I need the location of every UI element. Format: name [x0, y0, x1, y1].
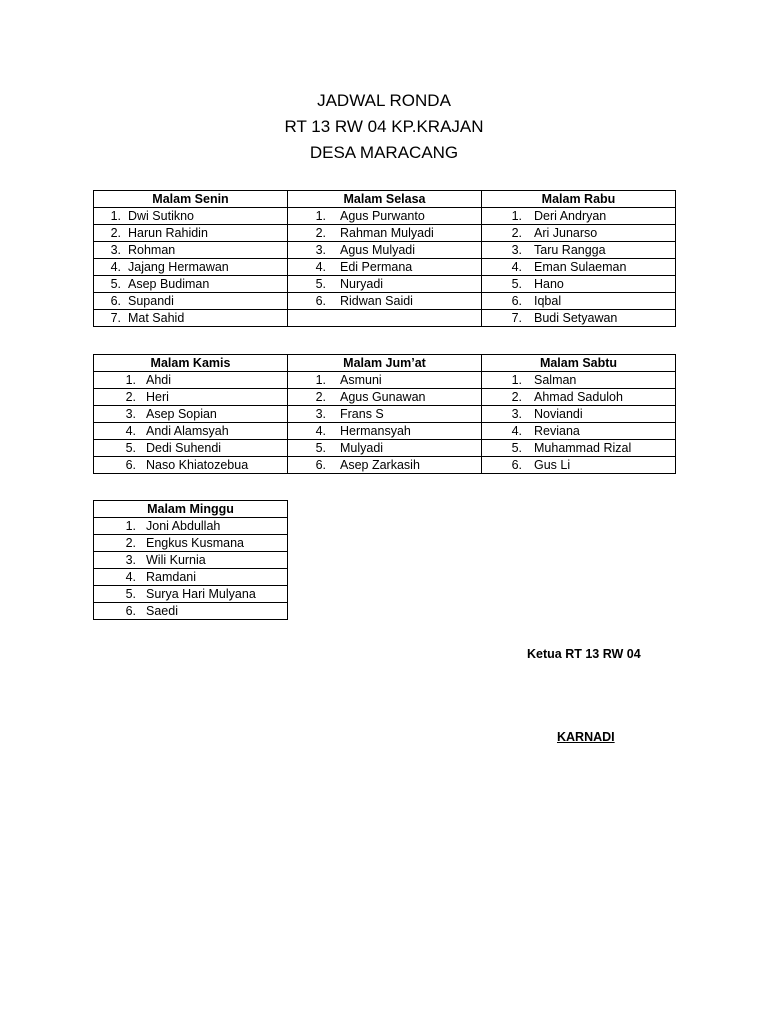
entry-number: 2.	[315, 390, 326, 404]
entry-name: Budi Setyawan	[534, 311, 618, 325]
table-cell	[482, 389, 676, 406]
entry-number: 5.	[125, 441, 136, 455]
table-cell	[94, 276, 288, 293]
table-cell	[482, 208, 676, 225]
table-cell	[94, 406, 288, 423]
entry-number: 4.	[110, 260, 121, 274]
table-row	[94, 569, 288, 586]
table-cell	[288, 259, 482, 276]
entry-number: 5.	[125, 587, 136, 601]
entry-number: 3.	[511, 407, 522, 421]
table-cell	[94, 310, 288, 327]
entry-name: Salman	[534, 373, 577, 387]
entry-name: Deri Andryan	[534, 209, 607, 223]
column-header: Malam Kamis	[94, 355, 288, 372]
table-cell	[288, 310, 482, 327]
entry-number: 3.	[110, 243, 121, 257]
table-cell	[288, 276, 482, 293]
entry-name: Supandi	[128, 294, 174, 308]
entry-number: 6.	[125, 458, 136, 472]
entry-name: Dedi Suhendi	[146, 441, 222, 455]
entry-name: Engkus Kusmana	[146, 536, 244, 550]
entry-name: Ridwan Saidi	[340, 294, 413, 308]
entry-name: Ahmad Saduloh	[534, 390, 623, 404]
entry-number: 6.	[315, 458, 326, 472]
entry-name: Edi Permana	[340, 260, 413, 274]
entry-number: 7.	[110, 311, 121, 325]
entry-name: Hano	[534, 277, 564, 291]
table-cell	[482, 242, 676, 259]
entry-name: Asep Zarkasih	[340, 458, 420, 472]
entry-number: 5.	[315, 441, 326, 455]
table-cell	[94, 457, 288, 474]
table-cell	[94, 535, 288, 552]
table-row	[94, 242, 676, 259]
entry-name: Taru Rangga	[534, 243, 606, 257]
title-line-3: DESA MARACANG	[309, 143, 459, 162]
entry-name: Muhammad Rizal	[534, 441, 632, 455]
entry-number: 1.	[315, 209, 326, 223]
entry-name: Rohman	[128, 243, 176, 257]
entry-name: Asep Sopian	[146, 407, 217, 421]
table-row	[94, 293, 676, 310]
entry-number: 7.	[511, 311, 522, 325]
entry-number: 2.	[125, 536, 136, 550]
title-line-2: RT 13 RW 04 KP.KRAJAN	[284, 117, 484, 136]
entry-number: 1.	[125, 373, 136, 387]
table-row	[94, 518, 288, 535]
entry-name: Gus Li	[534, 458, 571, 472]
entry-number: 4.	[511, 260, 522, 274]
table-cell	[482, 406, 676, 423]
entry-name: Frans S	[340, 407, 384, 421]
signature-role: Ketua RT 13 RW 04	[527, 647, 641, 661]
entry-name: Joni Abdullah	[146, 519, 221, 533]
column-header: Malam Selasa	[288, 191, 482, 208]
entry-number: 2.	[511, 390, 522, 404]
table-row	[94, 389, 676, 406]
table-row	[94, 276, 676, 293]
entry-name: Asep Budiman	[128, 277, 210, 291]
entry-number: 3.	[315, 243, 326, 257]
table-row	[94, 310, 676, 327]
table-row	[94, 440, 676, 457]
entry-number: 3.	[125, 407, 136, 421]
entry-number: 6.	[110, 294, 121, 308]
table-cell	[482, 310, 676, 327]
entry-number: 5.	[511, 441, 522, 455]
entry-name: Asmuni	[340, 373, 382, 387]
table-cell	[482, 293, 676, 310]
table-row	[94, 586, 288, 603]
table-cell	[482, 372, 676, 389]
title-line-1: JADWAL RONDA	[317, 91, 451, 110]
entry-name: Agus Gunawan	[340, 390, 426, 404]
entry-number: 3.	[315, 407, 326, 421]
entry-number: 5.	[110, 277, 121, 291]
signature-name: KARNADI	[557, 730, 615, 744]
entry-number: 4.	[315, 260, 326, 274]
table-cell	[94, 603, 288, 620]
entry-name: Saedi	[146, 604, 178, 618]
table-cell	[94, 242, 288, 259]
entry-number: 6.	[315, 294, 326, 308]
entry-name: Nuryadi	[340, 277, 384, 291]
entry-name: Eman Sulaeman	[534, 260, 627, 274]
column-header: Malam Rabu	[482, 191, 676, 208]
entry-name: Ari Junarso	[534, 226, 598, 240]
entry-number: 4.	[125, 570, 136, 584]
entry-number: 6.	[125, 604, 136, 618]
entry-number: 5.	[315, 277, 326, 291]
entry-number: 5.	[511, 277, 522, 291]
header-row	[94, 501, 288, 518]
column-header: Malam Minggu	[94, 501, 288, 518]
table-row	[94, 259, 676, 276]
table-cell	[288, 406, 482, 423]
entry-number: 1.	[511, 209, 522, 223]
entry-name: Surya Hari Mulyana	[146, 587, 256, 601]
table-row	[94, 372, 676, 389]
entry-name: Ahdi	[146, 373, 172, 387]
table-row	[94, 603, 288, 620]
table-cell	[288, 293, 482, 310]
table-cell	[94, 423, 288, 440]
entry-name: Reviana	[534, 424, 580, 438]
entry-name: Andi Alamsyah	[146, 424, 229, 438]
table-cell	[94, 440, 288, 457]
entry-name: Naso Khiatozebua	[146, 458, 249, 472]
table-row	[94, 406, 676, 423]
entry-number: 3.	[511, 243, 522, 257]
entry-number: 3.	[125, 553, 136, 567]
table-cell	[482, 276, 676, 293]
entry-number: 2.	[511, 226, 522, 240]
column-header: Malam Sabtu	[482, 355, 676, 372]
column-header: Malam Jum’at	[288, 355, 482, 372]
entry-number: 4.	[511, 424, 522, 438]
entry-number: 2.	[315, 226, 326, 240]
document-title	[0, 88, 768, 166]
entry-name: Agus Mulyadi	[340, 243, 416, 257]
table-row	[94, 535, 288, 552]
entry-name: Mulyadi	[340, 441, 384, 455]
table-cell	[288, 440, 482, 457]
header-row	[94, 191, 676, 208]
table-cell	[94, 259, 288, 276]
table-row	[94, 552, 288, 569]
table-cell	[288, 457, 482, 474]
entry-number: 1.	[110, 209, 121, 223]
entry-number: 6.	[511, 294, 522, 308]
table-cell	[94, 569, 288, 586]
table-cell	[288, 225, 482, 242]
table-cell	[482, 225, 676, 242]
table-cell	[288, 372, 482, 389]
table-cell	[482, 423, 676, 440]
table-cell	[288, 242, 482, 259]
schedule-table-3	[93, 500, 288, 620]
entry-number: 4.	[125, 424, 136, 438]
entry-number: 6.	[511, 458, 522, 472]
table-cell	[94, 208, 288, 225]
entry-name: Heri	[146, 390, 169, 404]
table-cell	[482, 440, 676, 457]
table-cell	[94, 552, 288, 569]
header-row	[94, 355, 676, 372]
entry-name: Agus Purwanto	[340, 209, 425, 223]
table-cell	[94, 389, 288, 406]
table-cell	[482, 457, 676, 474]
table-row	[94, 423, 676, 440]
entry-name: Wili Kurnia	[146, 553, 206, 567]
entry-name: Noviandi	[534, 407, 583, 421]
table-row	[94, 208, 676, 225]
table-row	[94, 457, 676, 474]
entry-number: 1.	[125, 519, 136, 533]
entry-number: 1.	[511, 373, 522, 387]
table-cell	[94, 225, 288, 242]
table-cell	[288, 423, 482, 440]
entry-number: 2.	[125, 390, 136, 404]
entry-number: 1.	[315, 373, 326, 387]
entry-name: Harun Rahidin	[128, 226, 208, 240]
entry-name: Ramdani	[146, 570, 197, 584]
table-cell	[288, 389, 482, 406]
entry-name: Iqbal	[534, 294, 562, 308]
table-cell	[94, 586, 288, 603]
table-cell	[482, 259, 676, 276]
table-cell	[288, 208, 482, 225]
schedule-table-1	[93, 190, 676, 327]
table-cell	[94, 293, 288, 310]
table-row	[94, 225, 676, 242]
entry-number: 4.	[315, 424, 326, 438]
schedule-table-2	[93, 354, 676, 474]
entry-name: Hermansyah	[340, 424, 411, 438]
table-cell	[94, 518, 288, 535]
entry-name: Dwi Sutikno	[128, 209, 194, 223]
entry-name: Rahman Mulyadi	[340, 226, 434, 240]
entry-number: 2.	[110, 226, 121, 240]
column-header: Malam Senin	[94, 191, 288, 208]
entry-name: Mat Sahid	[128, 311, 185, 325]
entry-name: Jajang Hermawan	[128, 260, 229, 274]
table-cell	[94, 372, 288, 389]
